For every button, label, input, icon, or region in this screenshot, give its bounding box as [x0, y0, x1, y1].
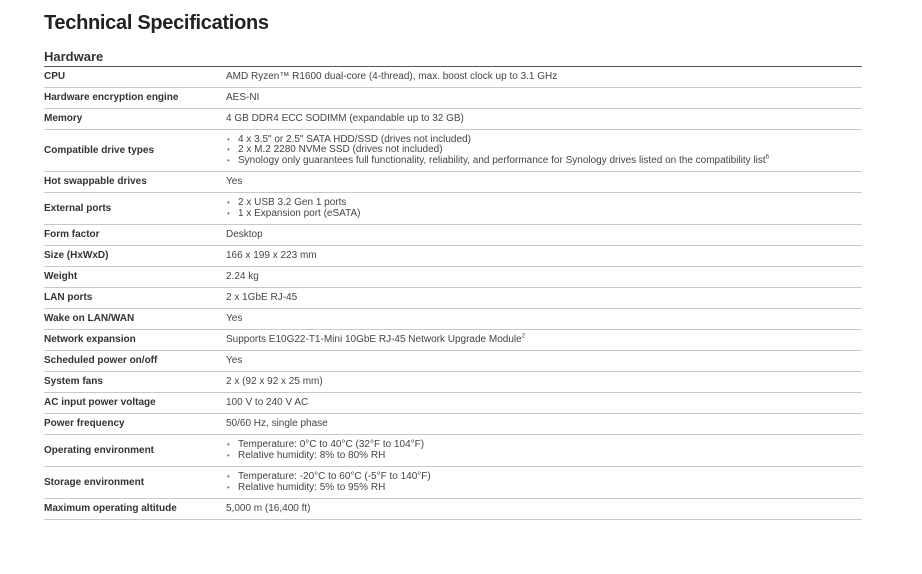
hardware-spec-table [44, 67, 862, 520]
bullet-item: • 2 x M.2 2280 NVMe SSD (drives not included) [226, 145, 862, 156]
spec-row-max-altitude [44, 499, 862, 520]
spec-value: Desktop [226, 225, 862, 246]
spec-label: External ports [44, 193, 226, 225]
spec-label: Scheduled power on/off [44, 351, 226, 372]
bullet-list [226, 472, 862, 493]
spec-label: Hardware encryption engine [44, 88, 226, 109]
bullet-item: • Temperature: -20°C to 60°C (-5°F to 140°F) [226, 472, 862, 483]
page-title: Technical Specifications [44, 12, 269, 34]
spec-row-form-factor [44, 225, 862, 246]
section-title-hardware: Hardware [44, 48, 862, 67]
spec-value: 4 GB DDR4 ECC SODIMM (expandable up to 32 GB) [226, 109, 862, 130]
spec-label: Wake on LAN/WAN [44, 309, 226, 330]
bullet-item: • 2 x USB 3.2 Gen 1 ports [226, 198, 862, 209]
spec-row-system-fans [44, 372, 862, 393]
spec-value: AMD Ryzen™ R1600 dual-core (4-thread), max. boost clock up to 3.1 GHz [226, 67, 862, 88]
spec-label: Size (HxWxD) [44, 246, 226, 267]
spec-label: Form factor [44, 225, 226, 246]
spec-label: Operating environment [44, 435, 226, 467]
spec-value: 100 V to 240 V AC [226, 393, 862, 414]
bullet-list [226, 135, 862, 167]
spec-label: Compatible drive types [44, 130, 226, 172]
bullet-list [226, 440, 862, 461]
spec-row-external-ports [44, 193, 862, 225]
bullet-item: • Synology only guarantees full functionality, reliability, and performance for Synology drives listed on the compatibility list$^6$ [226, 156, 862, 167]
spec-row-hot-swap [44, 172, 862, 193]
spec-label: CPU [44, 67, 226, 88]
spec-value: Yes [226, 172, 862, 193]
spec-row-ac-voltage [44, 393, 862, 414]
spec-label: Power frequency [44, 414, 226, 435]
spec-row-encryption [44, 88, 862, 109]
spec-label: AC input power voltage [44, 393, 226, 414]
spec-value: Yes [226, 351, 862, 372]
spec-label: Network expansion [44, 330, 226, 351]
bullet-item: • Temperature: 0°C to 40°C (32°F to 104°F) [226, 440, 862, 451]
specs-page [44, 10, 862, 520]
spec-label: Storage environment [44, 467, 226, 499]
spec-label: System fans [44, 372, 226, 393]
spec-value: 166 x 199 x 223 mm [226, 246, 862, 267]
spec-label: Hot swappable drives [44, 172, 226, 193]
spec-value: 2 x 1GbE RJ-45 [226, 288, 862, 309]
spec-row-weight [44, 267, 862, 288]
footnote-marker: 2 [521, 333, 526, 340]
spec-value: Yes [226, 309, 862, 330]
spec-value [226, 467, 862, 499]
spec-value: AES-NI [226, 88, 862, 109]
spec-row-lan-ports [44, 288, 862, 309]
bullet-item: • 1 x Expansion port (eSATA) [226, 209, 862, 220]
bullet-list [226, 198, 862, 219]
bullet-item: • Relative humidity: 8% to 80% RH [226, 451, 862, 462]
bullet-item: • 4 x 3.5" or 2.5" SATA HDD/SSD (drives not included) [226, 135, 862, 146]
spec-label: Maximum operating altitude [44, 499, 226, 520]
spec-row-memory [44, 109, 862, 130]
bullet-item: • Relative humidity: 5% to 95% RH [226, 483, 862, 494]
spec-label: LAN ports [44, 288, 226, 309]
spec-label: Memory [44, 109, 226, 130]
spec-row-wake-on-lan [44, 309, 862, 330]
spec-row-size [44, 246, 862, 267]
spec-value [226, 130, 862, 172]
spec-row-storage-environment [44, 467, 862, 499]
spec-label: Weight [44, 267, 226, 288]
spec-value: 2.24 kg [226, 267, 862, 288]
spec-row-drive-types [44, 130, 862, 172]
spec-value [226, 193, 862, 225]
spec-value [226, 435, 862, 467]
spec-row-power-frequency [44, 414, 862, 435]
spec-row-network-expansion [44, 330, 862, 351]
spec-value: 50/60 Hz, single phase [226, 414, 862, 435]
spec-row-scheduled-power [44, 351, 862, 372]
spec-value: 2 x (92 x 92 x 25 mm) [226, 372, 862, 393]
spec-row-cpu [44, 67, 862, 88]
footnote-marker: 6 [765, 154, 770, 161]
spec-row-operating-environment [44, 435, 862, 467]
spec-value: Supports E10G22-T1-Mini 10GbE RJ-45 Network Upgrade Module$^2$ [226, 330, 862, 351]
spec-value: 5,000 m (16,400 ft) [226, 499, 862, 520]
